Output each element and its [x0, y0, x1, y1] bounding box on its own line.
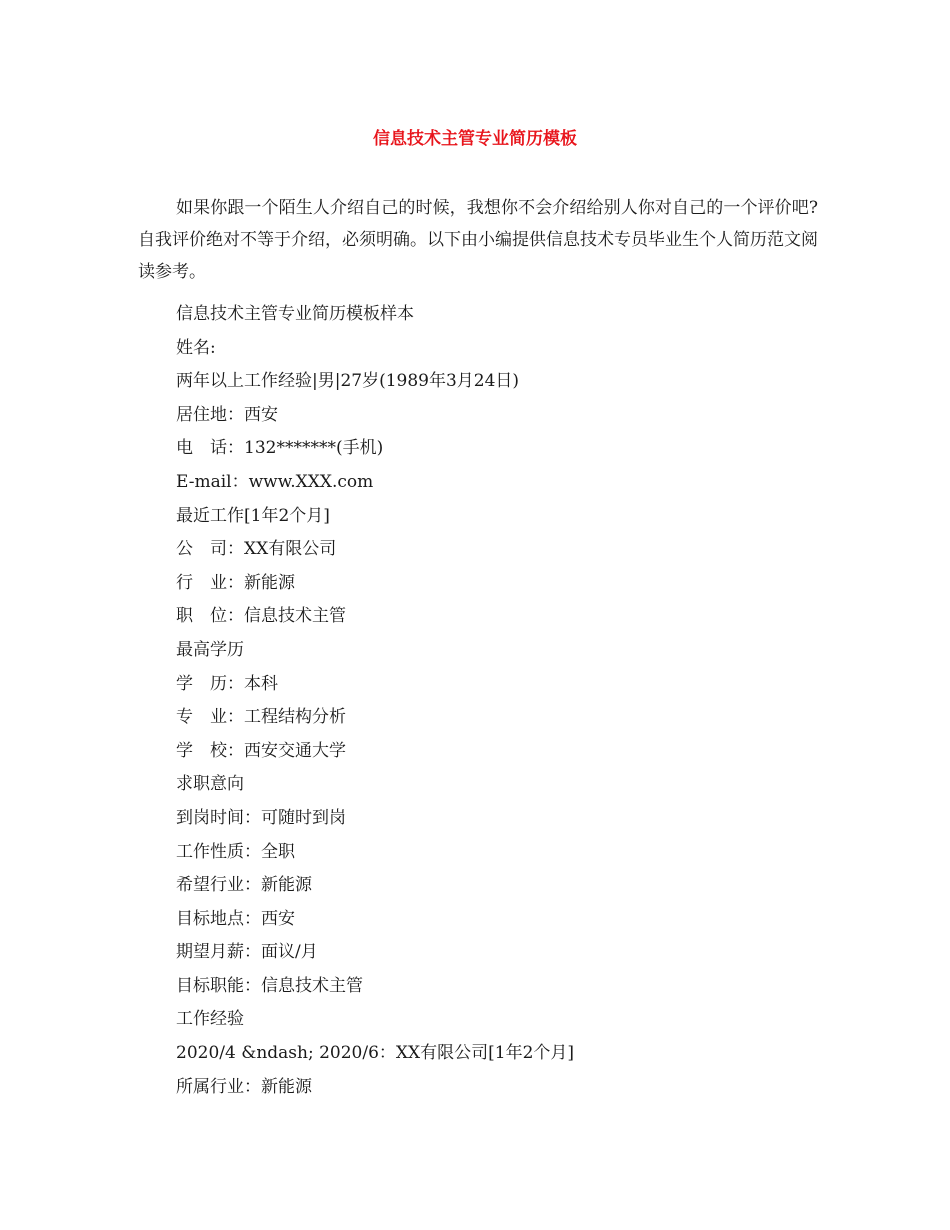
line-work-period: 2020/4 &ndash; 2020/6：XX有限公司[1年2个月] [176, 1043, 575, 1064]
line-work-experience-heading: 工作经验 [176, 1009, 244, 1030]
line-sample-heading: 信息技术主管专业简历模板样本 [176, 304, 414, 324]
line-education-heading: 最高学历 [176, 639, 244, 660]
line-phone: 电 话：132*******(手机) [176, 438, 384, 459]
document-title: 信息技术主管专业简历模板 [373, 129, 577, 149]
line-recent-work: 最近工作[1年2个月] [176, 505, 330, 526]
line-job-intention-heading: 求职意向 [176, 774, 244, 795]
line-industry: 行 业：新能源 [176, 572, 295, 593]
line-school: 学 校：西安交通大学 [176, 740, 346, 761]
line-availability: 到岗时间：可随时到岗 [176, 807, 346, 828]
line-position: 职 位：信息技术主管 [176, 606, 346, 627]
line-degree: 学 历：本科 [176, 673, 278, 694]
line-residence: 居住地：西安 [176, 404, 278, 425]
line-major: 专 业：工程结构分析 [176, 707, 346, 728]
line-target-function: 目标职能：信息技术主管 [176, 975, 363, 996]
line-email: E-mail：www.XXX.com [176, 471, 374, 492]
line-company: 公 司：XX有限公司 [176, 539, 337, 560]
line-work-industry: 所属行业：新能源 [176, 1076, 312, 1097]
line-job-type: 工作性质：全职 [176, 841, 295, 862]
line-expected-salary: 期望月薪：面议/月 [176, 942, 318, 963]
line-target-location: 目标地点：西安 [176, 908, 295, 929]
line-name: 姓名: [176, 337, 216, 358]
resume-lines [176, 298, 574, 1104]
line-desired-industry: 希望行业：新能源 [176, 875, 312, 896]
line-experience-summary: 两年以上工作经验|男|27岁(1989年3月24日) [176, 371, 520, 392]
intro-paragraph: 如果你跟一个陌生人介绍自己的时候，我想你不会介绍给别人你对自己的一个评价吧?自我评价绝对不等于介绍，必须明确。以下由小编提供信息技术专员毕业生个人简历范文阅读参考。 [138, 198, 818, 282]
